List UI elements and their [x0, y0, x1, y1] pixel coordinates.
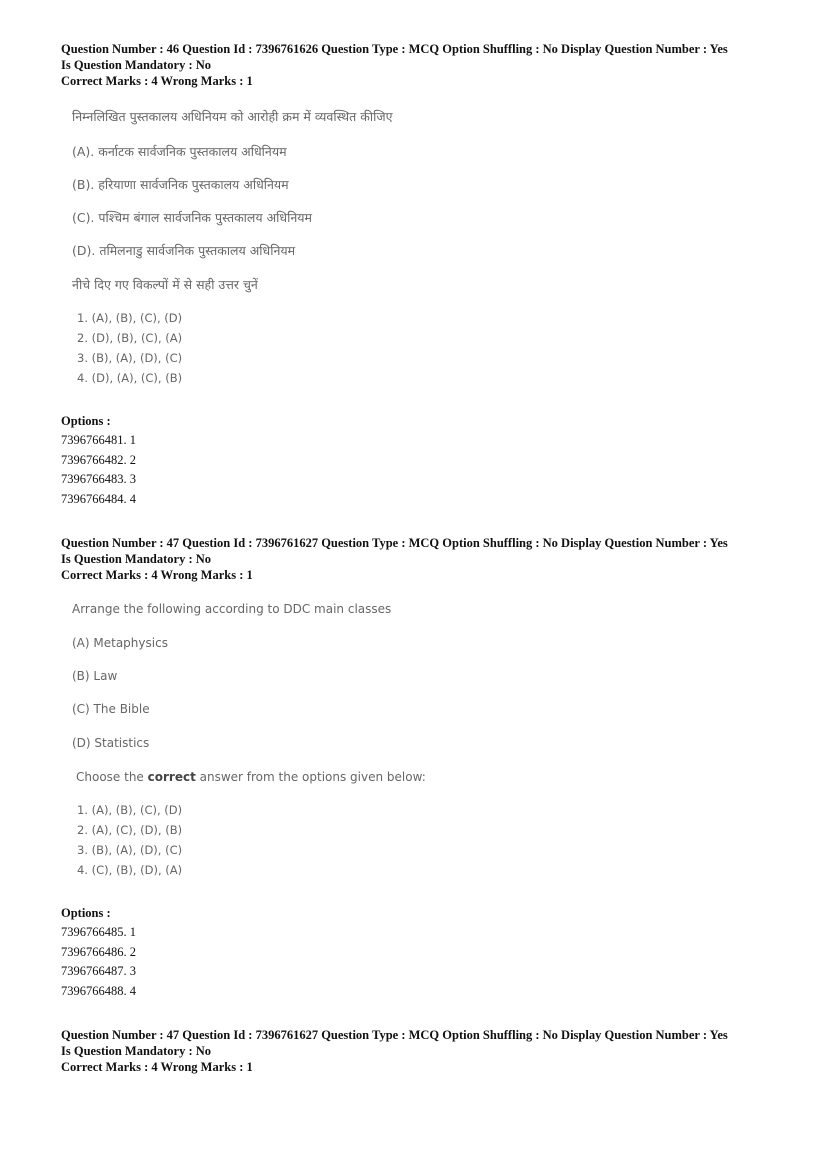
question-stem: निम्नलिखित पुस्तकालय अधिनियम को आरोही क्रम में व्यवस्थित कीजिए	[72, 109, 393, 124]
question-item: (A). कर्नाटक सार्वजनिक पुस्तकालय अधिनियम	[72, 144, 287, 159]
question-instruction: नीचे दिए गए विकल्पों में से सही उत्तर चुनें	[72, 277, 258, 292]
answer-choice: 4. (D), (A), (C), (B)	[77, 371, 183, 385]
option-row: 7396766487. 3	[61, 964, 136, 978]
options-label: Options :	[61, 906, 111, 920]
question-item: (D) Statistics	[72, 736, 150, 750]
answer-choice: 1. (A), (B), (C), (D)	[77, 311, 183, 325]
question-mandatory-line: Is Question Mandatory : No	[61, 1044, 212, 1058]
option-row: 7396766488. 4	[61, 983, 136, 998]
answer-choice: 2. (A), (C), (D), (B)	[77, 823, 183, 837]
question-meta-line: Question Number : 46 Question Id : 7396761626 Question Type : MCQ Option Shuffling : No Display Question Number : Yes	[61, 42, 728, 56]
question-item: (B). हरियाणा सार्वजनिक पुस्तकालय अधिनियम	[72, 177, 289, 192]
question-marks-line: Correct Marks : 4 Wrong Marks : 1	[61, 1060, 253, 1074]
instruction-emphasis: correct	[147, 770, 196, 784]
question-meta-line: Question Number : 47 Question Id : 7396761627 Question Type : MCQ Option Shuffling : No Display Question Number : Yes	[61, 536, 728, 550]
question-meta-line: Question Number : 47 Question Id : 7396761627 Question Type : MCQ Option Shuffling : No Display Question Number : Yes	[61, 1028, 728, 1042]
answer-choice: 2. (D), (B), (C), (A)	[77, 331, 183, 345]
option-row: 7396766483. 3	[61, 472, 136, 486]
question-item: (C). पश्चिम बंगाल सार्वजनिक पुस्तकालय अधिनियम	[72, 210, 312, 225]
options-block	[61, 413, 136, 509]
answer-choice: 3. (B), (A), (D), (C)	[77, 843, 183, 857]
question-mandatory-line: Is Question Mandatory : No	[61, 552, 212, 566]
answer-choice: 4. (C), (B), (D), (A)	[77, 863, 183, 877]
question-mandatory-line: Is Question Mandatory : No	[61, 58, 212, 72]
option-row: 7396766482. 2	[61, 452, 136, 467]
question-item: (B) Law	[72, 669, 118, 683]
options-block	[61, 905, 136, 1001]
option-row: 7396766486. 2	[61, 944, 136, 959]
question-instruction	[76, 770, 426, 784]
answer-choice: 3. (B), (A), (D), (C)	[77, 351, 183, 365]
instruction-text: answer from the options given below:	[195, 770, 426, 784]
instruction-text: Choose the	[76, 770, 148, 784]
question-header	[61, 1027, 781, 1075]
question-item: (D). तमिलनाडु सार्वजनिक पुस्तकालय अधिनियम	[72, 243, 296, 258]
answer-choice: 1. (A), (B), (C), (D)	[77, 803, 183, 817]
option-row: 7396766481. 1	[61, 433, 136, 447]
options-label: Options :	[61, 414, 111, 428]
question-item: (A) Metaphysics	[72, 636, 168, 650]
question-item: (C) The Bible	[72, 702, 150, 716]
option-row: 7396766484. 4	[61, 491, 136, 506]
question-marks-line: Correct Marks : 4 Wrong Marks : 1	[61, 74, 253, 88]
question-marks-line: Correct Marks : 4 Wrong Marks : 1	[61, 568, 253, 582]
question-header	[61, 535, 781, 583]
question-stem: Arrange the following according to DDC main classes	[72, 602, 392, 616]
option-row: 7396766485. 1	[61, 925, 136, 939]
question-header	[61, 41, 781, 89]
